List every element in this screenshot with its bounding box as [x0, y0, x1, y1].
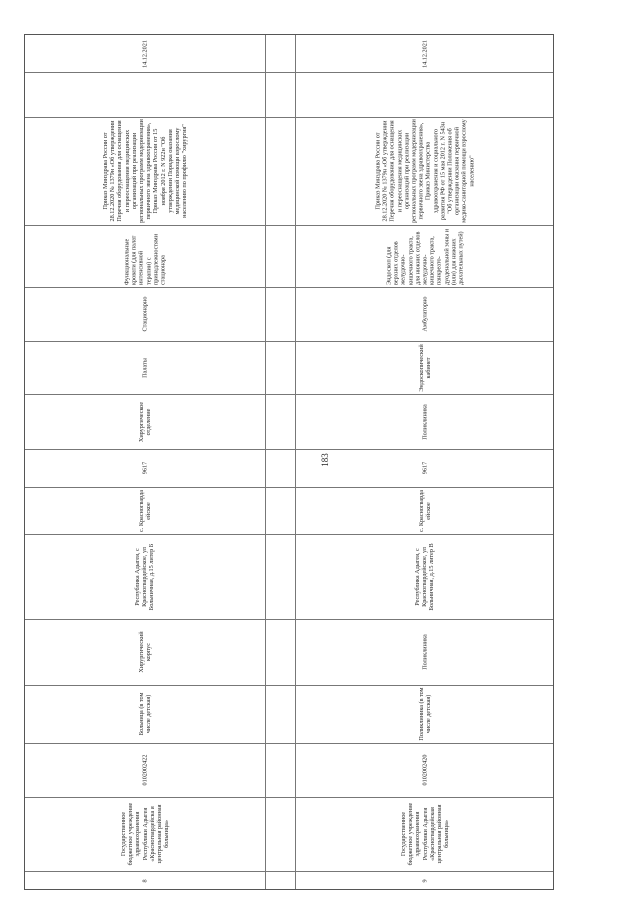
row-8-settlement: с. Красногварда ейское: [137, 489, 152, 532]
row-9-settlement: с. Красногварда ейское: [417, 489, 432, 532]
row-8-code2: 9617: [141, 461, 149, 475]
row-9-address: Республика Адыгея, с Красногвардейское, ул Больничная, д.15 литер В: [414, 542, 436, 611]
row-8-index: 8: [141, 879, 149, 883]
row-8-code: 0102002422: [141, 754, 149, 786]
row-9-code: 0102002420: [421, 754, 429, 786]
row-9-care-conditions: Амбулаторно: [421, 296, 429, 332]
row-9-facility-type: Поликлиника (в том числе детская): [417, 687, 432, 741]
equipment-table: [24, 34, 554, 890]
row-8-department: Хирургическое отделение: [137, 401, 152, 442]
row-8-equipment: Функциональные кровати (для палат интенсивной терапии) с принадлежностями стационара: [123, 233, 167, 285]
row-8-care-conditions: Стационарно: [141, 296, 149, 332]
row-9-date: 14.12.2021: [421, 39, 429, 68]
row-9-legal-basis: Приказ Минздрава России от 28.12.2020 № 1379н «Об утверждении Перечня оборудования для оснащения и переоснащения медицинских организаций при реализации региональных программ модернизации первичного звена здравоохранения», Приказ Министерства здравоохранения и социального развития РФ от 15 мая 2012 г. N 543н "Об утверждении Положения об организации оказания первичной медико-санитарной помощи взрослому населению": [374, 119, 476, 223]
row-9-room: Эндоскопический кабинет: [417, 343, 432, 392]
row-8-organization: Государственное бюджетное учреждение здравоохранения Республики Адыгея «Красногвардейска я центральная районная больница»: [119, 802, 171, 866]
row-8-legal-basis: Приказ Минздрава России от 28.12.2020 № 1379н «Об утверждении Перечня оборудования для оснащения и переоснащения медицинских организаций при реализации региональных программ модернизации первичного звена здравоохранения», Приказ Минздрава России от 15 ноября 2012 г. N 922н "Об утверждении Порядка оказания медицинской помощи взрослому населению по профилю "хирургия": [101, 119, 189, 223]
row-9-code2: 9617: [421, 461, 429, 475]
row-8-room: Палаты: [141, 357, 149, 378]
row-9-department: Поликлиника: [421, 403, 429, 440]
row-9-equipment: Эндоскоп (для верхних отделов желудочно-кишечного тракта, для нижних отделов желудочно-кишечного тракта, панкреато-дуоденальной зоны и (или) для нижних дыхательных путей): [385, 228, 465, 285]
row-8-date: 14.12.2021: [141, 39, 149, 68]
row-9-organization: Государственное бюджетное учреждение здравоохранения Республики Адыгея «Красногвардейская центральная районная больница»: [399, 802, 451, 866]
row-9-building: Поликлиника: [421, 634, 429, 670]
page-number: 183: [320, 453, 330, 467]
row-9-index: 9: [421, 879, 429, 883]
row-8-address: Республика Адыгея, с Красногвардейское, ул Больничная, д.15 литер Б: [134, 543, 156, 610]
row-8-facility-type: Больница (в том числе детская): [137, 692, 152, 736]
row-8-building: Хирургический корпус: [137, 631, 152, 673]
